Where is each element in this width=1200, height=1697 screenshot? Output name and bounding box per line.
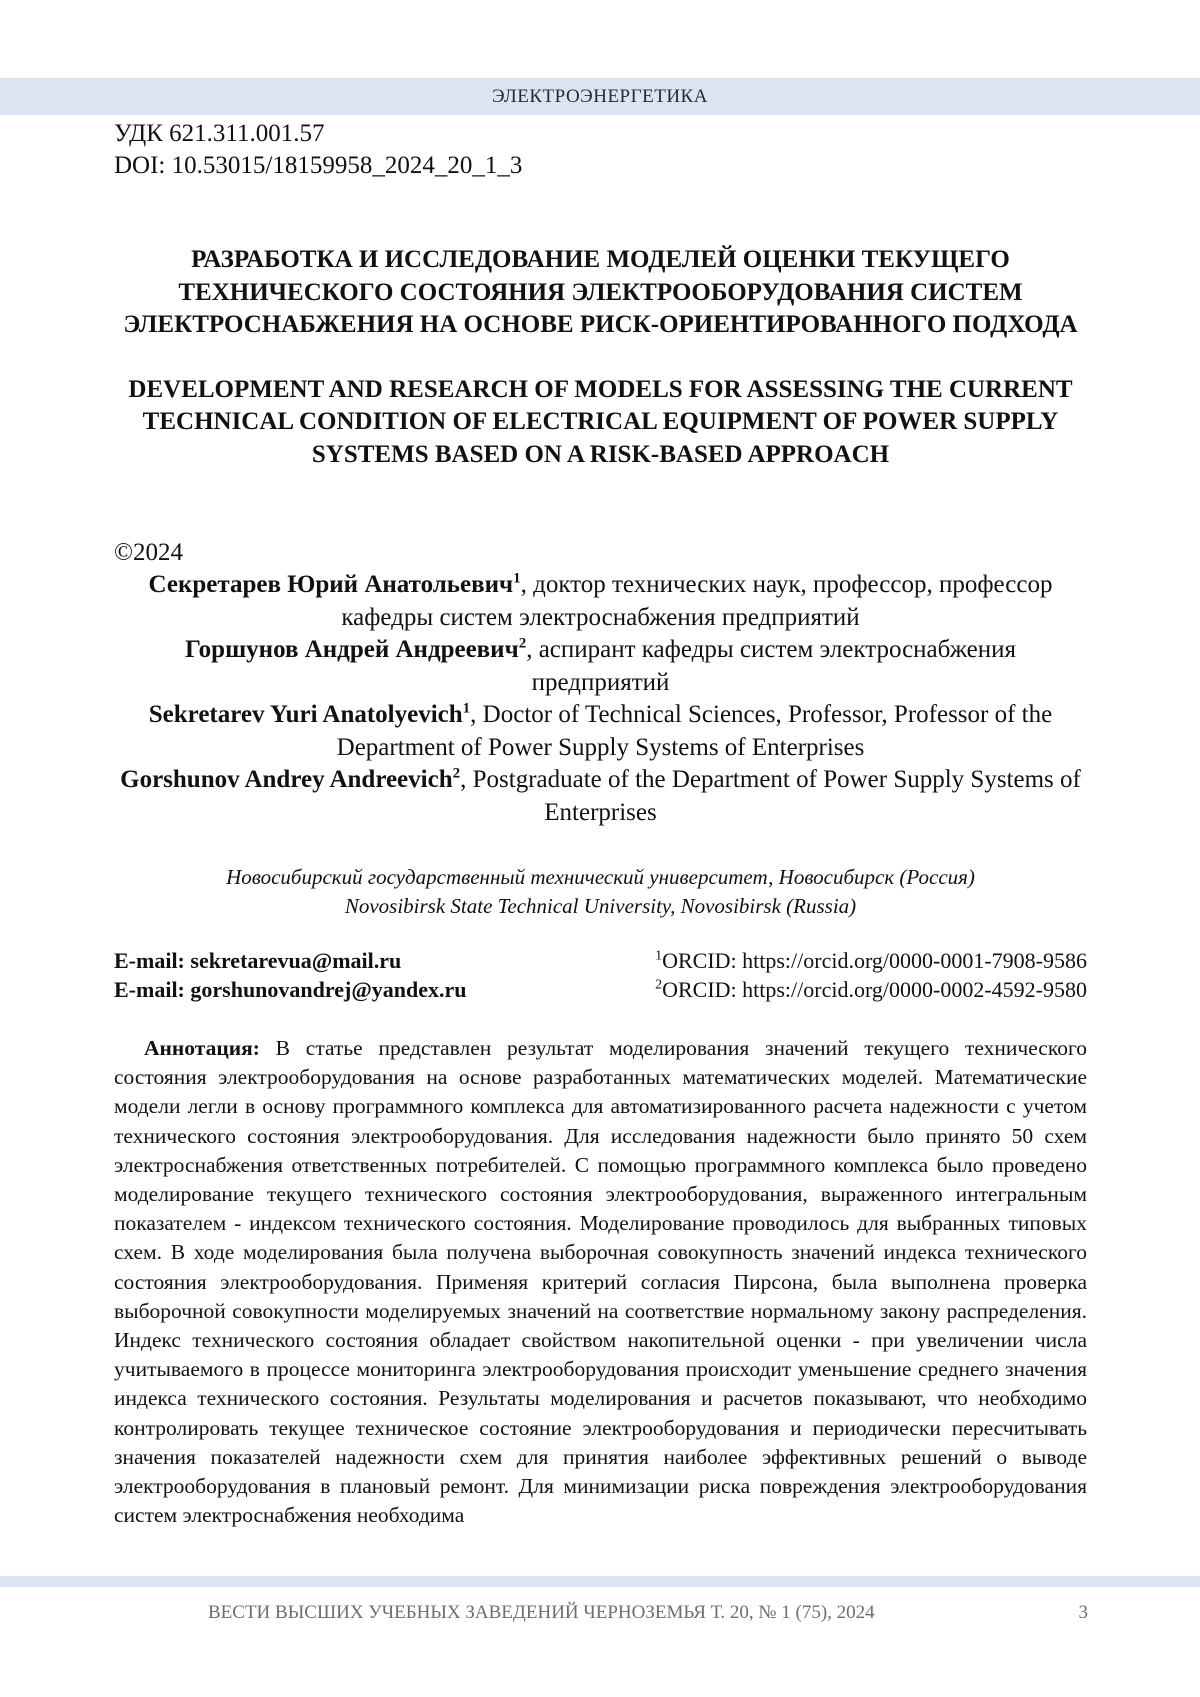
author-name: Gorshunov Andrey Andreevich	[120, 766, 453, 793]
author-name: Горшунов Андрей Андреевич	[184, 636, 519, 663]
page-footer	[208, 1601, 1088, 1625]
affiliation-english: Novosibirsk State Technical University, Novosibirsk (Russia)	[344, 894, 857, 918]
orcid-link[interactable]: ORCID: https://orcid.org/0000-0002-4592-9580	[662, 977, 1087, 1002]
author-affiliation-mark: 2	[518, 635, 527, 652]
section-header-label: ЭЛЕКТРОЭНЕРГЕТИКА	[492, 85, 708, 107]
orcid-entry	[655, 946, 1087, 975]
email-link[interactable]: E-mail: gorshunovandrej@yandex.ru	[114, 977, 467, 1002]
article-content	[114, 118, 1087, 1530]
title-russian: РАЗРАБОТКА И ИССЛЕДОВАНИЕ МОДЕЛЕЙ ОЦЕНКИ ТЕКУЩЕГО ТЕХНИЧЕСКОГО СОСТОЯНИЯ ЭЛЕКТРООБОРУДОВАНИЯ СИСТЕМ ЭЛЕКТРОСНАБЖЕНИЯ НА ОСНОВЕ РИСК-ОРИЕНТИРОВАННОГО ПОДХОДА	[123, 246, 1078, 338]
title-english: DEVELOPMENT AND RESEARCH OF MODELS FOR ASSESSING THE CURRENT TECHNICAL CONDITION OF ELECTRICAL EQUIPMENT OF POWER SUPPLY SYSTEMS BASED ON A RISK-BASED APPROACH	[128, 375, 1073, 468]
page-number: 3	[1078, 1602, 1088, 1623]
author-entry	[114, 569, 1087, 634]
email-link[interactable]: E-mail: sekretarevua@mail.ru	[114, 948, 402, 973]
author-entry	[114, 699, 1087, 764]
affiliation-russian: Новосибирский государственный технический университет, Новосибирск (Россия)	[226, 865, 975, 889]
email-list	[114, 946, 467, 1004]
affiliation-block	[114, 863, 1087, 921]
author-description: , доктор технических наук, профессор, профессор кафедры систем электроснабжения предприятий	[341, 571, 1053, 631]
footer-band	[0, 1576, 1200, 1587]
abstract-paragraph	[114, 1034, 1087, 1530]
author-affiliation-mark: 1	[513, 570, 521, 587]
orcid-link[interactable]: ORCID: https://orcid.org/0000-0001-7908-9586	[662, 948, 1087, 973]
author-affiliation-mark: 1	[462, 700, 471, 717]
doi-link[interactable]: DOI: 10.53015/18159958_2024_20_1_3	[114, 152, 523, 179]
author-entry	[114, 634, 1087, 699]
orcid-mark: 2	[655, 977, 663, 993]
journal-citation: ВЕСТИ ВЫСШИХ УЧЕБНЫХ ЗАВЕДЕНИЙ ЧЕРНОЗЕМЬЯ Т. 20, № 1 (75), 2024	[208, 1602, 875, 1623]
copyright-year: ©2024	[114, 539, 183, 566]
author-affiliation-mark: 2	[452, 765, 461, 782]
author-list	[114, 569, 1087, 829]
author-name: Sekretarev Yuri Anatolyevich	[148, 701, 463, 728]
contact-block	[114, 946, 1087, 1004]
author-description: , аспирант кафедры систем электроснабжения предприятий	[526, 636, 1017, 696]
orcid-list	[655, 946, 1087, 1004]
author-name: Секретарев Юрий Анатольевич	[148, 571, 514, 598]
abstract-text: В статье представлен результат моделирования значений текущего технического состояния электрооборудования на основе разработанных математических моделей. Математические модели легли в основу программного комплекса для автоматизированного расчета надежности с учетом технического состояния электрооборудования. Для исследования надежности было принято 50 схем электроснабжения ответственных потребителей. С помощью программного комплекса было проведено моделирование текущего технического состояния электрооборудования, выраженного интегральным показателем - индексом технического состояния. Моделирование проводилось для выбранных типовых схем. В ходе моделирования была получена выборочная совокупность значений индекса технического состояния электрооборудования. Применяя критерий согласия Пирсона, была выполнена проверка выборочной совокупности моделируемых значений на соответствие нормальному закону распределения. Индекс технического состояния обладает свойством накопительной оценки - при увеличении числа учитываемого в процессе мониторинга электрооборудования происходит уменьшение среднего значения индекса технического состояния. Результаты моделирования и расчетов показывают, что необходимо контролировать текущее техническое состояние электрооборудования и периодически пересчитывать значения показателей надежности схем для принятия наиболее эффективных решений о выводе электрооборудования в плановый ремонт. Для минимизации риска повреждения электрооборудования систем электроснабжения необходима	[114, 1036, 1087, 1528]
author-entry	[114, 764, 1087, 829]
orcid-mark: 1	[655, 948, 663, 964]
abstract-label: Аннотация:	[144, 1036, 260, 1060]
author-description: , Doctor of Technical Sciences, Professor, Professor of the Department of Power Supply Systems of Enterprises	[336, 701, 1053, 761]
author-description: , Postgraduate of the Department of Power Supply Systems of Enterprises	[460, 766, 1081, 826]
udc-code: УДК 621.311.001.57	[114, 120, 325, 147]
orcid-entry	[655, 975, 1087, 1004]
section-header-band	[0, 78, 1200, 115]
